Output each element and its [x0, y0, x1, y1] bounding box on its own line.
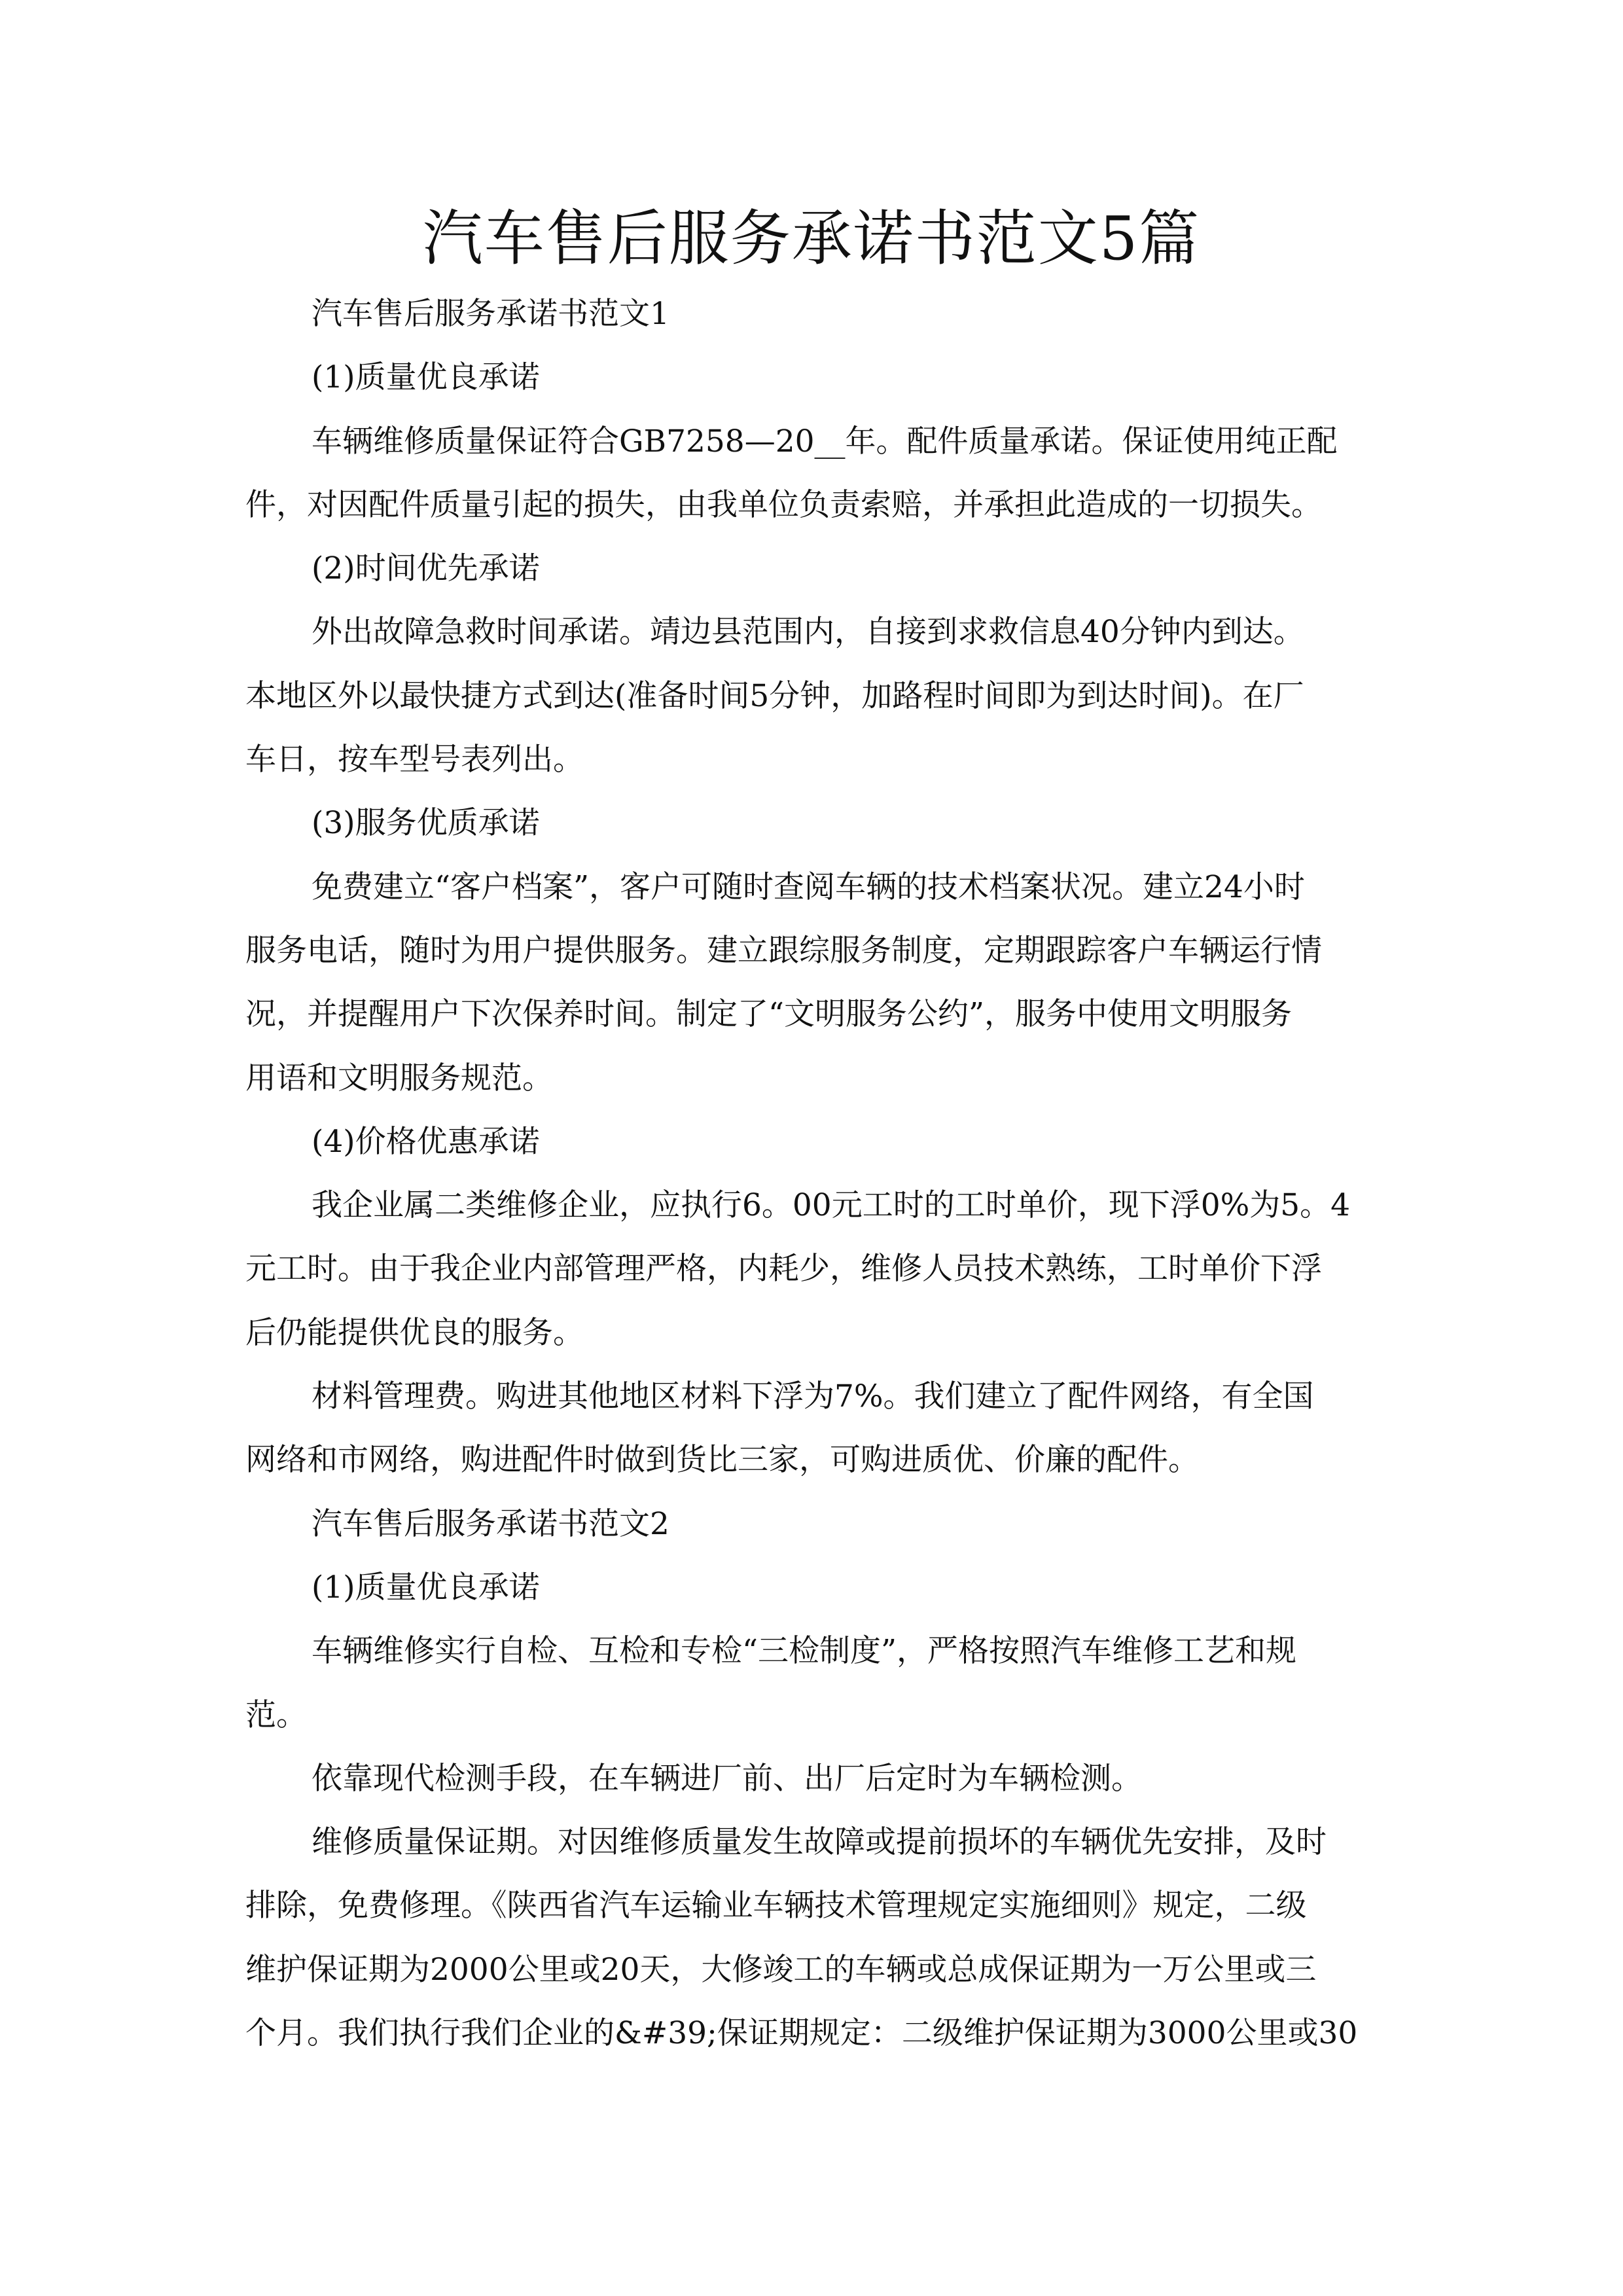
text-line: (3)服务优质承诺: [312, 805, 540, 842]
text-line: (1)质量优良承诺: [312, 359, 540, 396]
text-line: 服务电话，随时为用户提供服务。建立跟综服务制度，定期跟踪客户车辆运行情: [245, 932, 1322, 969]
text-line: 外出故障急救时间承诺。靖边县范围内，自接到求救信息40分钟内到达。: [312, 614, 1304, 651]
document-title: 汽车售后服务承诺书范文5篇: [422, 204, 1201, 274]
text-line: 汽车售后服务承诺书范文1: [312, 296, 669, 332]
text-line: 车日，按车型号表列出。: [245, 742, 584, 778]
text-line: 材料管理费。购进其他地区材料下浮为7%。我们建立了配件网络，有全国: [312, 1378, 1314, 1415]
text-line: 元工时。由于我企业内部管理严格，内耗少，维修人员技术熟练，工时单价下浮: [245, 1251, 1322, 1287]
text-line: 依靠现代检测手段，在车辆进厂前、出厂后定时为车辆检测。: [312, 1760, 1142, 1797]
text-line: 我企业属二类维修企业，应执行6。00元工时的工时单价，现下浮0%为5。4: [312, 1187, 1351, 1224]
text-line: (2)时间优先承诺: [312, 550, 540, 587]
text-line: (4)价格优惠承诺: [312, 1123, 540, 1160]
text-line: 车辆维修实行自检、互检和专检“三检制度”，严格按照汽车维修工艺和规: [312, 1633, 1297, 1670]
text-line: 车辆维修质量保证符合GB7258—20__年。配件质量承诺。保证使用纯正配: [312, 423, 1338, 459]
text-line: 汽车售后服务承诺书范文2: [312, 1505, 669, 1542]
text-line: 件，对因配件质量引起的损失，由我单位负责索赔，并承担此造成的一切损失。: [245, 486, 1322, 523]
text-line: 个月。我们执行我们企业的&#39;保证期规定：二级维护保证期为3000公里或30: [245, 2015, 1358, 2052]
text-line: 网络和市网络，购进配件时做到货比三家，可购进质优、价廉的配件。: [245, 1442, 1199, 1479]
text-line: 排除，免费修理。《陕西省汽车运输业车辆技术管理规定实施细则》规定，二级: [245, 1888, 1307, 1924]
text-line: 本地区外以最快捷方式到达(准备时间5分钟，加路程时间即为到达时间)。在厂: [245, 677, 1304, 714]
text-line: 维护保证期为2000公里或20天，大修竣工的车辆或总成保证期为一万公里或三: [245, 1951, 1317, 1988]
text-line: 维修质量保证期。对因维修质量发生故障或提前损坏的车辆优先安排，及时: [312, 1824, 1327, 1861]
text-line: 况，并提醒用户下次保养时间。制定了“文明服务公约”，服务中使用文明服务: [245, 996, 1293, 1033]
text-line: 后仍能提供优良的服务。: [245, 1314, 584, 1351]
document-body: [245, 282, 1423, 2065]
text-line: (1)质量优良承诺: [312, 1569, 540, 1605]
text-line: 范。: [245, 1696, 307, 1733]
text-line: 免费建立“客户档案”，客户可随时查阅车辆的技术档案状况。建立24小时: [312, 869, 1305, 905]
text-line: 用语和文明服务规范。: [245, 1060, 553, 1096]
